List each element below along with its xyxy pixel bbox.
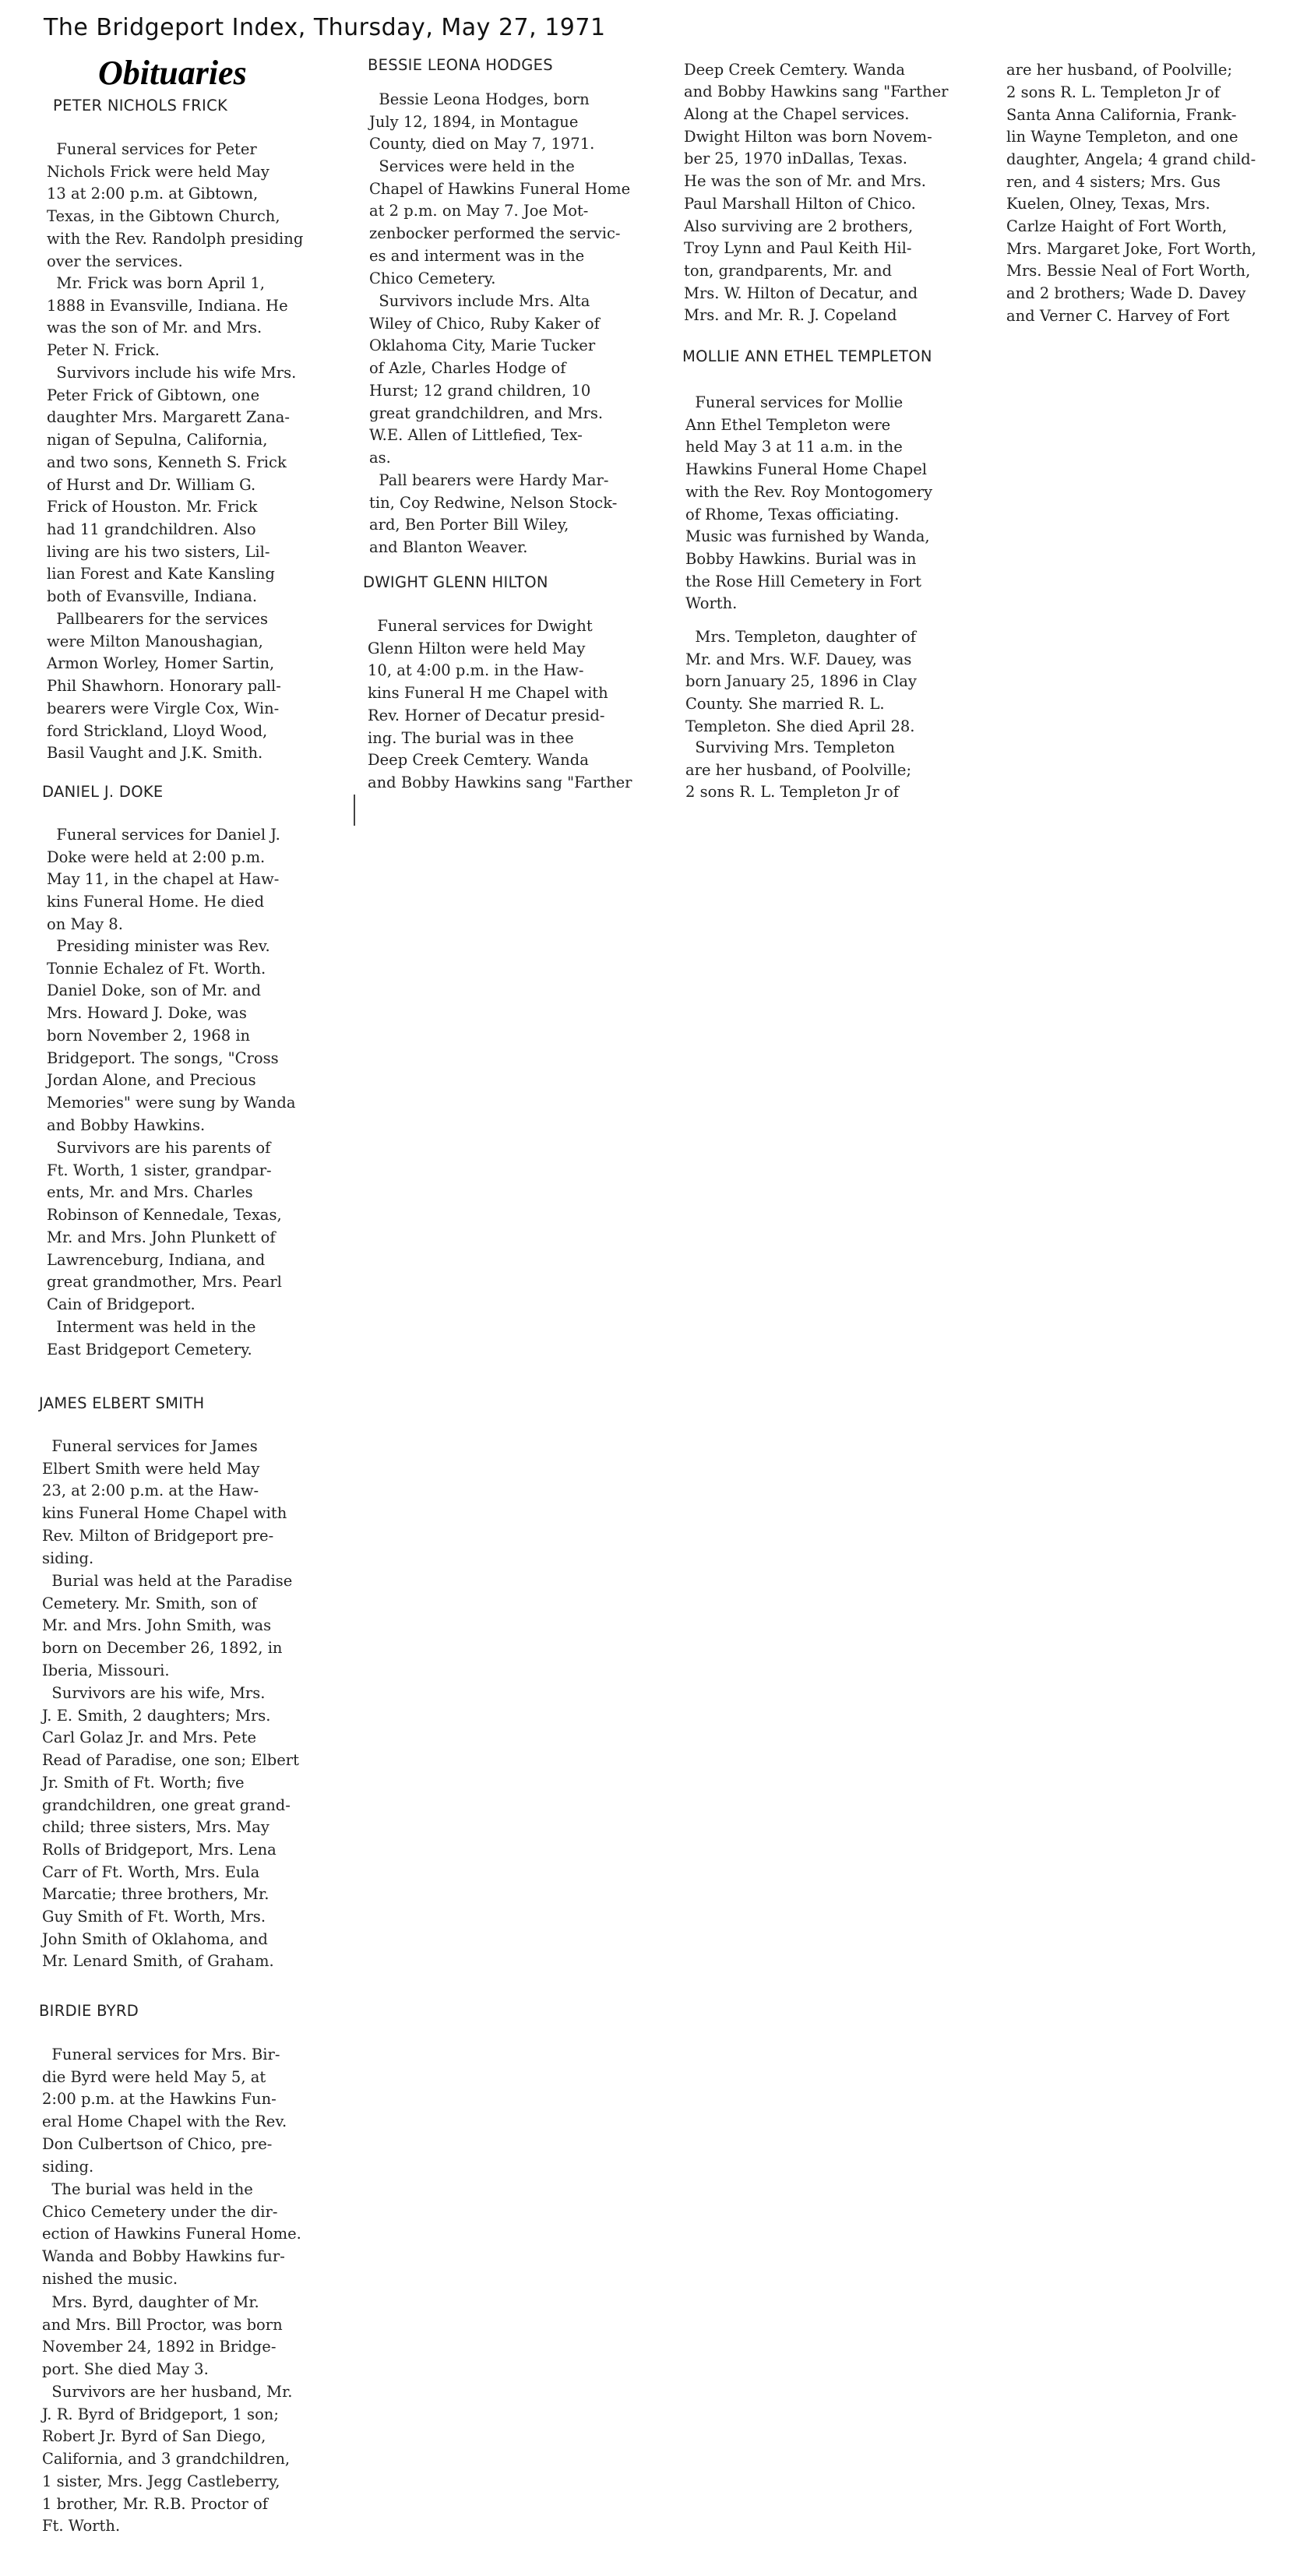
obituary-paragraph-continuation: Deep Creek Cemtery. Wanda and Bobby Hawkins sang "Farther Along at the Chapel services. Dwight Hilton was born Novem- ber 25, 1970 inDallas, Texas. He was the son of Mr. and Mrs. Paul Marshall Hilton of Chico. Also surviving are 2 brothers, Troy Lynn and Paul Keith Hil- ton, grandparents, Mr. and Mrs. W. Hilton of Decatur, and Mrs. and Mr. R. J. Copeland <box>684 60 949 325</box>
obituary-paragraph-part-2 <box>684 59 949 327</box>
obituary-name: JAMES ELBERT SMITH <box>39 1394 205 1412</box>
obituary-paragraph: Survivors are his wife, Mrs. J. E. Smith, 2 daughters; Mrs. Carl Golaz Jr. and Mrs. Pete Read of Paradise, one son; Elbert Jr. Smith of Ft. Worth; five grandchildren, one great grand- child; three sisters, Mrs. May Rolls of Bridgeport, Mrs. Lena Carr of Ft. Worth, Mrs. Eula Marcatie; three brothers, Mr. Guy Smith of Ft. Worth, Mrs. John Smith of Oklahoma, and Mr. Lenard Smith, of Graham. <box>42 1684 299 1971</box>
obituary-paragraph: Funeral services for Mollie Ann Ethel Templeton were held May 3 at 11 a.m. in the Hawkins Funeral Home Chapel with the Rev. Roy Montogomery of Rhome, Texas officiating. Music was furnished by Wanda, Bobby Hawkins. Burial was in the Rose Hill Cemetery in Fort Worth. <box>685 393 933 613</box>
obituary-paragraph: Funeral services for Mrs. Bir- die Byrd were held May 5, at 2:00 p.m. at the Hawkins Fun- eral Home Chapel with the Rev. Don Culbertson of Chico, pre- siding. <box>42 2046 287 2176</box>
obituary-paragraph: Interment was held in the East Bridgeport Cemetery. <box>47 1318 256 1358</box>
obituary-paragraph: Funeral services for Daniel J. Doke were held at 2:00 p.m. May 11, in the chapel at Haw- kins Funeral Home. He died on May 8. <box>47 826 280 933</box>
obituary-paragraph: Survivors are her husband, Mr. J. R. Byrd of Bridgeport, 1 son; Robert Jr. Byrd of San Diego, California, and 3 grandchildren, 1 sister, Mrs. Jegg Castleberry, 1 brother, Mr. R.B. Proctor of Ft. Worth. <box>42 2383 293 2535</box>
column-rule <box>354 795 355 826</box>
obituary-paragraph: Funeral services for Peter Nichols Frick were held May 13 at 2:00 p.m. at Gibtown, Texas, in the Gibtown Church, with the Rev. Randolph presiding over the services. <box>47 140 304 270</box>
obituary-paragraph-part-2 <box>1006 59 1256 328</box>
obituary-paragraph-continuation: are her husband, of Poolville; 2 sons R. L. Templeton Jr of Santa Anna California, Frank- lin Wayne Templeton, and one daughter, Angela; 4 grand child- ren, and 4 sisters; Mrs. Gus Kuelen, Olney, Texas, Mrs. Carlze Haight of Fort Worth, Mrs. Margaret Joke, Fort Worth, Mrs. Bessie Neal of Fort Worth, and 2 brothers; Wade D. Davey and Verner C. Harvey of Fort <box>1006 61 1256 325</box>
obituary-paragraph: Pallbearers for the services were Milton Manoushagian, Armon Worley, Homer Sartin, Phil Shawhorn. Honorary pall- bearers were Virgle Cox, Win- ford Strickland, Lloyd Wood, Basil Vaught and J.K. Smith. <box>47 610 281 763</box>
obituary-paragraph: Services were held in the Chapel of Hawkins Funeral Home at 2 p.m. on May 7. Joe Mot- zenbocker performed the servic- es and interment was in the Chico Cemetery. <box>369 157 631 287</box>
masthead: The Bridgeport Index, Thursday, May 27, 1971 <box>44 14 606 41</box>
obituary-paragraph-part-1: Funeral services for Dwight Glenn Hilton were held May 10, at 4:00 p.m. in the Haw- kins Funeral H me Chapel with Rev. Horner of Decatur presid- ing. The burial was in thee Deep Creek Cemtery. Wanda and Bobby Hawkins sang "Farther <box>368 617 632 791</box>
obituary-name: MOLLIE ANN ETHEL TEMPLETON <box>682 347 932 365</box>
obituary-paragraph: Mrs. Byrd, daughter of Mr. and Mrs. Bill Proctor, was born November 24, 1892 in Bridge- port. She died May 3. <box>42 2293 283 2379</box>
obituary-name: BIRDIE BYRD <box>39 2002 139 2020</box>
obituary-paragraph: Survivors are his parents of Ft. Worth, 1 sister, grandpar- ents, Mr. and Mrs. Charles Robinson of Kennedale, Texas, Mr. and Mrs. John Plunkett of Lawrenceburg, Indiana, and great grandmother, Mrs. Pearl Cain of Bridgeport. <box>47 1139 282 1313</box>
section-title: Obituaries <box>98 54 247 92</box>
obituary-paragraph: Burial was held at the Paradise Cemetery. Mr. Smith, son of Mr. and Mrs. John Smith, was born on December 26, 1892, in Iberia, Missouri. <box>42 1572 293 1679</box>
obituary-name: BESSIE LEONA HODGES <box>368 56 553 74</box>
obituary-paragraph: Mrs. Templeton, daughter of Mr. and Mrs. W.F. Dauey, was born January 25, 1896 in Clay County. She married R. L. Templeton. She died April 28. <box>685 628 917 735</box>
obituary-paragraph: Mr. Frick was born April 1, 1888 in Evansville, Indiana. He was the son of Mr. and Mrs. Peter N. Frick. <box>47 274 288 360</box>
obituary-paragraph-part-1: Surviving Mrs. Templeton are her husband, of Poolville; 2 sons R. L. Templeton Jr of <box>685 738 912 802</box>
obituary-paragraph: Survivors include his wife Mrs. Peter Frick of Gibtown, one daughter Mrs. Margarett Zana- nigan of Sepulna, California, and two sons, Kenneth S. Frick of Hurst and Dr. William G. Frick of Houston. Mr. Frick had 11 grandchildren. Also living are his two sisters, Lil- lian Forest and Kate Kansling both of Evansville, Indiana. <box>47 364 297 606</box>
obituary-paragraph: Survivors include Mrs. Alta Wiley of Chico, Ruby Kaker of Oklahoma City, Marie Tucker of Azle, Charles Hodge of Hurst; 12 grand children, 10 great grandchildren, and Mrs. W.E. Allen of Littlefied, Tex- as. <box>369 292 604 467</box>
obituary-paragraph: Pall bearers were Hardy Mar- tin, Coy Redwine, Nelson Stock- ard, Ben Porter Bill Wiley, and Blanton Weaver. <box>369 471 618 557</box>
obituary-paragraph: Bessie Leona Hodges, born July 12, 1894, in Montague County, died on May 7, 1971. <box>369 90 595 153</box>
obituary-paragraph: The burial was held in the Chico Cemetery under the dir- ection of Hawkins Funeral Home. Wanda and Bobby Hawkins fur- nished the music. <box>42 2180 301 2288</box>
obituary-paragraph: Presiding minister was Rev. Tonnie Echalez of Ft. Worth. Daniel Doke, son of Mr. and Mrs. Howard J. Doke, was born November 2, 1968 in Bridgeport. The songs, "Cross Jordan Alone, and Precious Memories" were sung by Wanda and Bobby Hawkins. <box>47 937 296 1134</box>
obituary-name: PETER NICHOLS FRICK <box>53 97 228 115</box>
obituary-name: DWIGHT GLENN HILTON <box>363 573 548 591</box>
obituary-name: DANIEL J. DOKE <box>42 783 164 801</box>
obituary-paragraph: Funeral services for James Elbert Smith were held May 23, at 2:00 p.m. at the Haw- kins Funeral Home Chapel with Rev. Milton of Bridgeport pre- siding. <box>42 1437 287 1567</box>
